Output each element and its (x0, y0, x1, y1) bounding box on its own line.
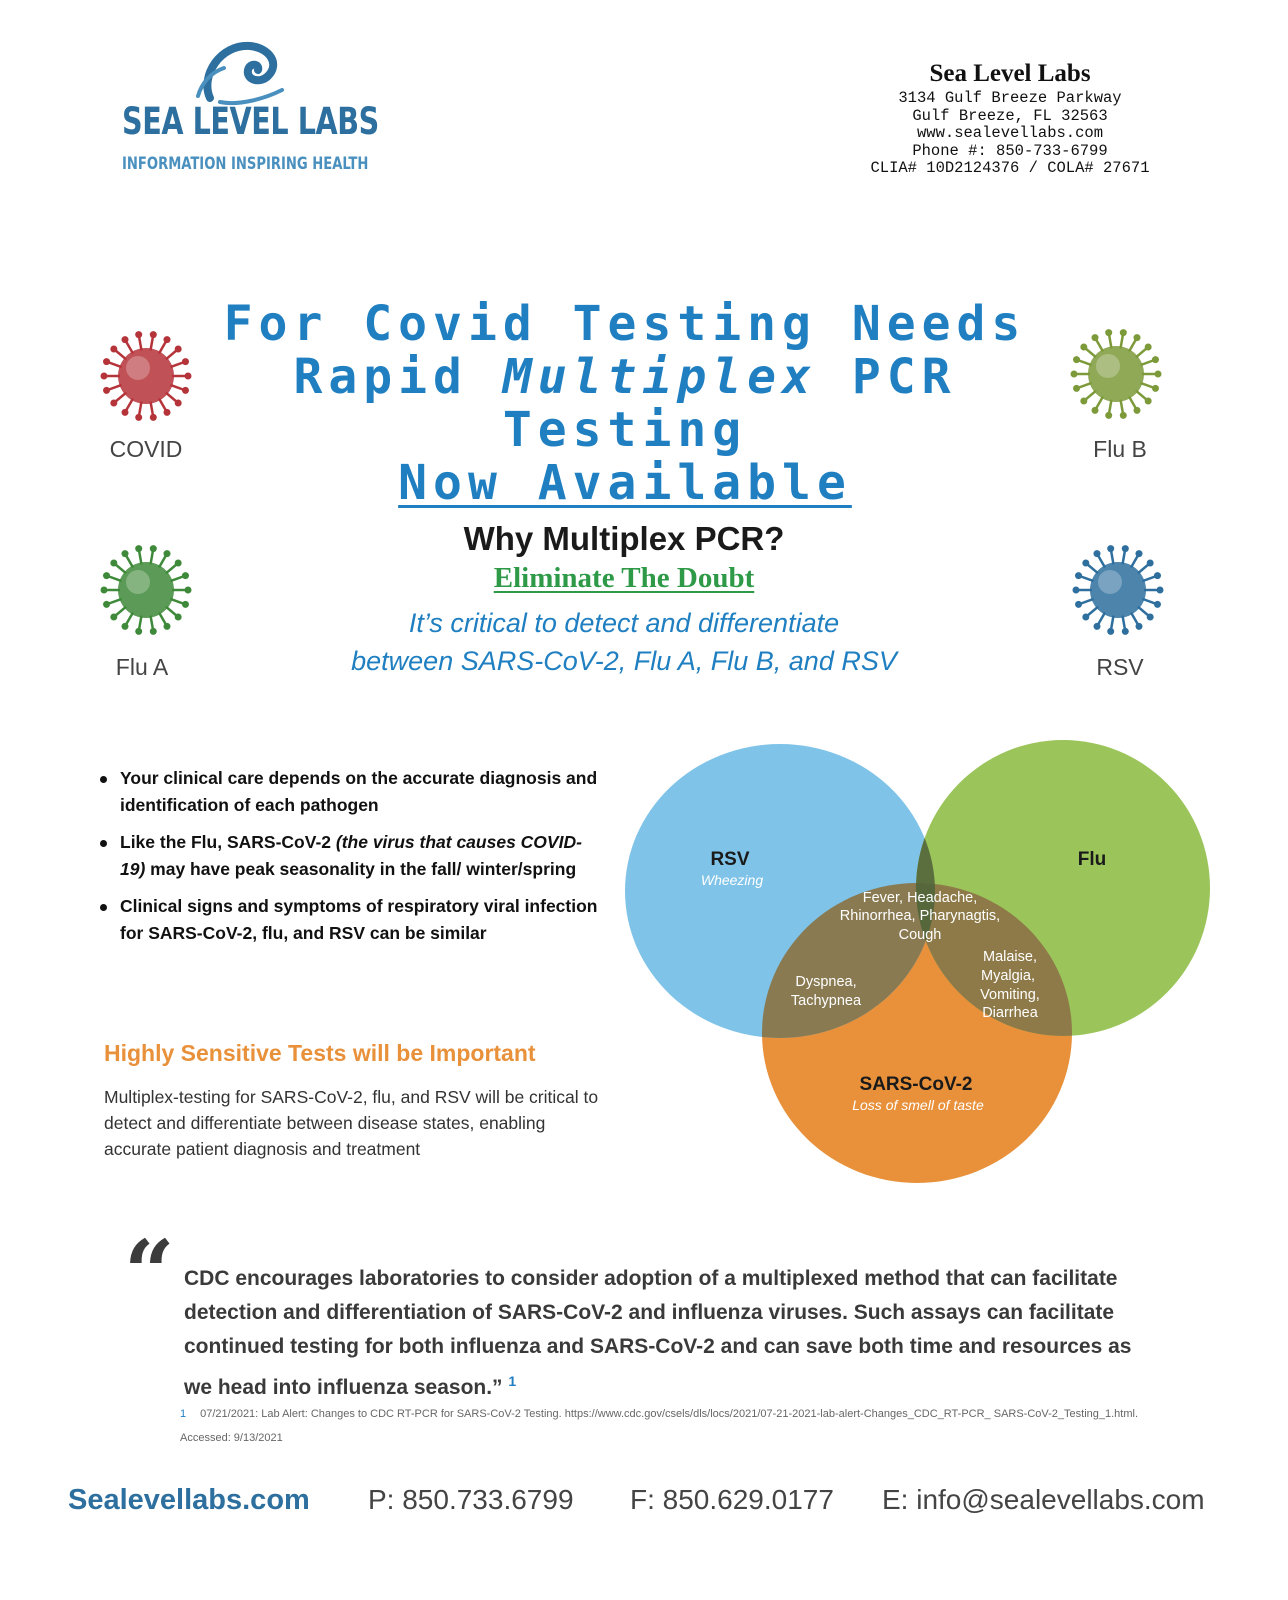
footer (68, 1484, 1228, 1524)
covid-virus-icon (96, 326, 196, 426)
venn-flu-sars-line2: Myalgia, (981, 968, 1035, 984)
quote-mark-icon: “ (124, 1220, 175, 1324)
venn-center-line1: Fever, Headache, (862, 890, 978, 906)
venn-sars-title: SARS-CoV-2 (859, 1074, 973, 1095)
footer-website-link[interactable]: Sealevellabs.com (68, 1484, 310, 1516)
venn-diagram (620, 735, 1220, 1195)
logo-wave-icon (190, 36, 290, 106)
venn-sars-symptom: Loss of smell of taste (852, 1097, 984, 1113)
venn-flu-sars-line1: Malaise, (983, 949, 1037, 965)
sensitive-body: Multiplex-testing for SARS-CoV-2, flu, and RSV will be critical to detect and differentiate between disease states, enabling accurate patient diagnosis and treatment (104, 1087, 599, 1159)
why-title: Why Multiplex PCR? (463, 520, 785, 557)
headline-line3: Now Available (398, 455, 852, 511)
lab-name: Sea Level Labs (929, 60, 1091, 87)
venn-rsv-title: RSV (710, 849, 750, 870)
footnote-text: 07/21/2021: Lab Alert: Changes to CDC RT-PCR for SARS-CoV-2 Testing. https://www.cdc.gov/csels/dls/locs/2021/07-21-2021-lab-alert-Changes_CDC_RT-PCR_ SARS-CoV-2_Testing_1.html. Accessed: 9/13/2021 (180, 1408, 1139, 1444)
headline-line2 (200, 351, 1050, 457)
headline-line1: For Covid Testing Needs (223, 296, 1027, 352)
address-city: Gulf Breeze, FL 32563 (912, 106, 1108, 125)
logo-name: SEA LEVEL LABS (122, 100, 379, 143)
flu-b-virus-icon (1066, 324, 1166, 424)
venn-center-line2: Rhinorrhea, Pharynagtis, (839, 908, 1001, 924)
bullet-text-pre: Like the Flu, SARS-CoV-2 (120, 832, 336, 852)
flu-b-label: Flu B (1093, 436, 1147, 462)
bullet-list (98, 765, 598, 957)
bullet-text-post: may have peak seasonality in the fall/ winter/spring (145, 859, 577, 879)
footnote-number: 1 (180, 1408, 187, 1420)
why-desc-line1: It’s critical to detect and differentiate (408, 608, 840, 638)
rsv-label: RSV (1096, 654, 1144, 680)
venn-flu-sars-line3: Vomiting, (980, 987, 1040, 1003)
headline-line2-b: PCR Testing (502, 349, 957, 458)
why-description (240, 604, 1008, 680)
flu-a-virus-icon (96, 540, 196, 640)
venn-flu-sars-line4: Diarrhea (982, 1005, 1038, 1021)
list-item (98, 829, 598, 883)
sensitive-title: Highly Sensitive Tests will be Important (104, 1040, 536, 1066)
headline-multiplex: Multiplex (502, 349, 817, 405)
list-item: Your clinical care depends on the accurate diagnosis and identification of each pathogen (98, 765, 598, 819)
covid-label: COVID (109, 436, 183, 462)
venn-rsv-sars-line1: Dyspnea, (795, 974, 857, 990)
headline (200, 298, 1050, 510)
address-website[interactable]: www.sealevellabs.com (916, 124, 1104, 142)
footer-phone: P: 850.733.6799 (368, 1484, 574, 1515)
address-street: 3134 Gulf Breeze Parkway (898, 89, 1122, 107)
cdc-quote-text: CDC encourages laboratories to consider adoption of a multiplexed method that can facilitate detection and differentiation of SARS-CoV-2 and influenza viruses. Such assays can facilitate continued testing for both influenza and SARS-CoV-2 and can save both time and resources as we head into influenza season.” (184, 1267, 1132, 1399)
address-phone: Phone #: 850-733-6799 (912, 141, 1108, 160)
logo-tagline: INFORMATION INSPIRING HEALTH (122, 154, 369, 174)
headline-line2-a: Rapid (293, 349, 503, 405)
why-subtitle: Eliminate The Doubt (493, 562, 755, 594)
cdc-quote (184, 1262, 1164, 1405)
footer-fax: F: 850.629.0177 (630, 1484, 834, 1515)
venn-rsv-symptom: Wheezing (700, 872, 764, 888)
bullet-text-em: (the virus that causes COVID-19) (120, 832, 582, 879)
footnote-ref[interactable]: 1 (508, 1373, 517, 1389)
venn-flu-title: Flu (1077, 849, 1107, 870)
why-desc-line2: between SARS-CoV-2, Flu A, Flu B, and RSV (351, 646, 897, 676)
footnote (180, 1402, 1160, 1450)
footer-email-link[interactable]: E: info@sealevellabs.com (882, 1484, 1205, 1515)
flu-a-label: Flu A (115, 654, 169, 680)
address-block (850, 60, 1170, 178)
venn-center-line3: Cough (898, 927, 942, 943)
rsv-virus-icon (1068, 540, 1168, 640)
list-item: Clinical signs and symptoms of respiratory viral infection for SARS-CoV-2, flu, and RSV can be similar (98, 893, 598, 947)
venn-rsv-sars-line2: Tachypnea (790, 993, 862, 1009)
address-clia: CLIA# 10D2124376 / COLA# 27671 (870, 159, 1150, 177)
